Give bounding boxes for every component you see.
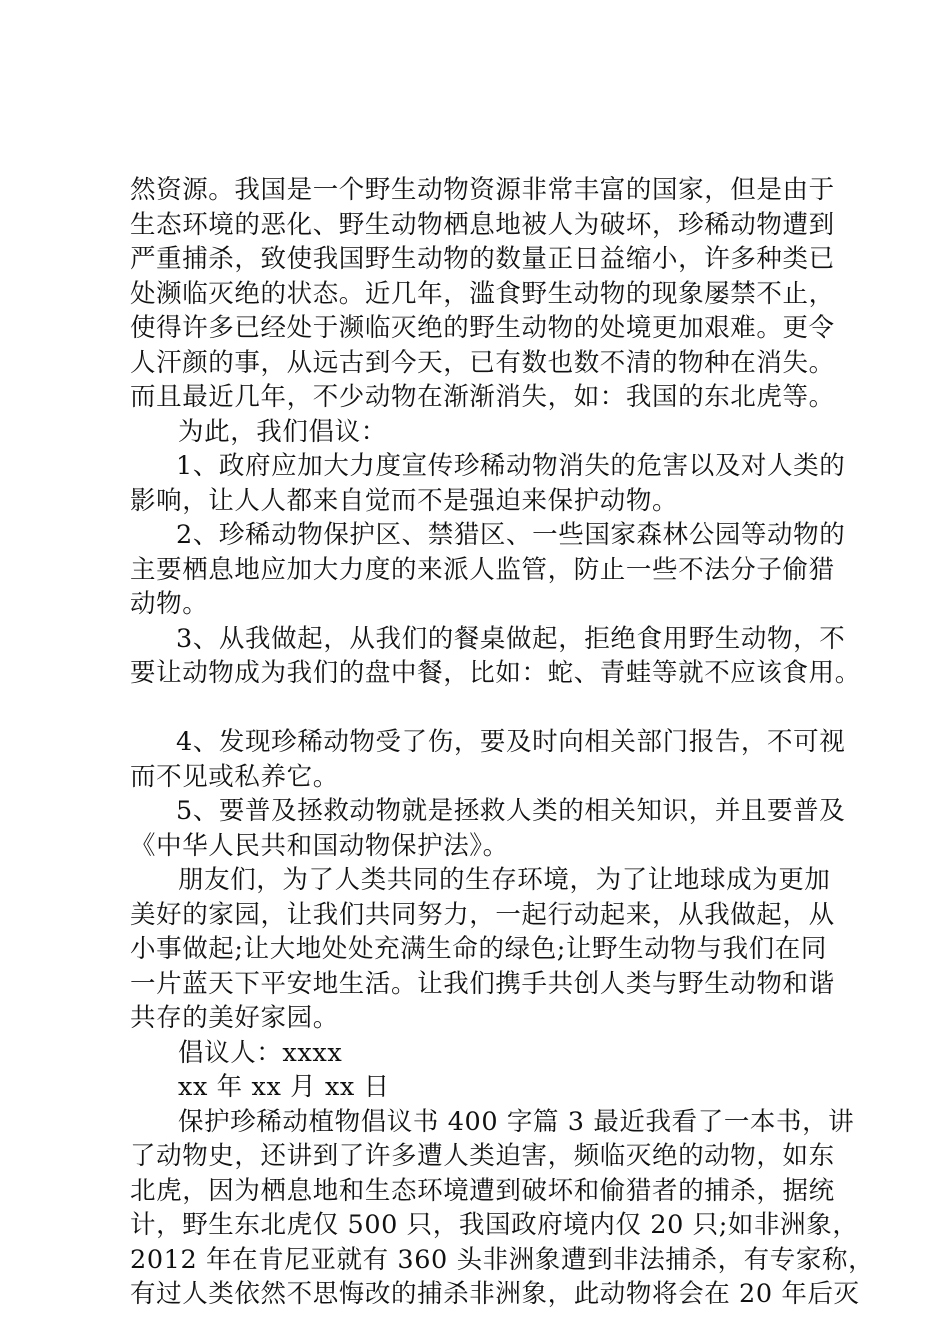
- next-article-start: 保护珍稀动植物倡议书 400 字篇 3 最近我看了一本书，讲: [178, 1106, 855, 1137]
- body-line: 了动物史，还讲到了许多遭人类迫害，频临灭绝的动物，如东: [130, 1141, 835, 1171]
- proposal-item-2: 2、珍稀动物保护区、禁猎区、一些国家森林公园等动物的: [176, 520, 846, 550]
- proposal-item-3: 3、从我做起，从我们的餐桌做起，拒绝食用野生动物，不: [176, 623, 846, 654]
- body-line: 要让动物成为我们的盘中餐，比如：蛇、青蛙等就不应该食用。: [130, 658, 861, 688]
- document-body: [130, 173, 875, 1312]
- body-line: 主要栖息地应加大力度的来派人监管，防止一些不法分子偷猎: [130, 554, 835, 585]
- body-line: 2012 年在肯尼亚就有 360 头非洲象遭到非法捕杀，有专家称，: [130, 1244, 875, 1275]
- body-line: 影响，让人人都来自觉而不是强迫来保护动物。: [130, 485, 679, 516]
- proposal-intro: 为此，我们倡议：: [178, 416, 387, 447]
- body-line: 动物。: [130, 589, 209, 619]
- body-line: 有过人类依然不思悔改的捕杀非洲象，此动物将会在 20 年后灭: [130, 1279, 860, 1309]
- body-line: 然资源。我国是一个野生动物资源非常丰富的国家，但是由于: [130, 175, 835, 205]
- body-line: 美好的家园，让我们共同努力，一起行动起来，从我做起，从: [130, 899, 835, 930]
- blank-line: [130, 691, 850, 726]
- body-line: 北虎，因为栖息地和生态环境遭到破坏和偷猎者的捕杀，据统: [130, 1175, 835, 1206]
- body-line: 而不见或私养它。: [130, 761, 339, 792]
- body-line: 计，野生东北虎仅 500 只，我国政府境内仅 20 只;如非洲象，: [130, 1210, 859, 1240]
- body-line: 《中华人民共和国动物保护法》。: [130, 830, 509, 861]
- date-line: xx 年 xx 月 xx 日: [178, 1072, 390, 1102]
- body-line: 使得许多已经处于濒临灭绝的野生动物的处境更加艰难。更令: [130, 313, 835, 343]
- proposal-item-4: 4、发现珍稀动物受了伤，要及时向相关部门报告，不可视: [176, 727, 846, 757]
- body-line: 人汗颜的事，从远古到今天，已有数也数不清的物种在消失。: [130, 347, 835, 378]
- body-line: 生态环境的恶化、野生动物栖息地被人为破坏，珍稀动物遭到: [130, 209, 835, 240]
- body-line: 共存的美好家园。: [130, 1003, 339, 1033]
- closing-paragraph: 朋友们，为了人类共同的生存环境，为了让地球成为更加: [178, 865, 831, 895]
- body-line: 而且最近几年，不少动物在渐渐消失，如：我国的东北虎等。: [130, 382, 835, 412]
- proposal-item-1: 1、政府应加大力度宣传珍稀动物消失的危害以及对人类的: [176, 451, 846, 481]
- body-line: 严重捕杀，致使我国野生动物的数量正日益缩小，许多种类已: [130, 244, 835, 274]
- body-line: 处濒临灭绝的状态。近几年，滥食野生动物的现象屡禁不止，: [130, 278, 835, 309]
- body-line: 一片蓝天下平安地生活。让我们携手共创人类与野生动物和谐: [130, 968, 835, 999]
- proposal-item-5: 5、要普及拯救动物就是拯救人类的相关知识，并且要普及: [176, 796, 846, 826]
- signature-line: 倡议人：xxxx: [178, 1037, 343, 1068]
- body-line: 小事做起;让大地处处充满生命的绿色;让野生动物与我们在同: [130, 934, 827, 964]
